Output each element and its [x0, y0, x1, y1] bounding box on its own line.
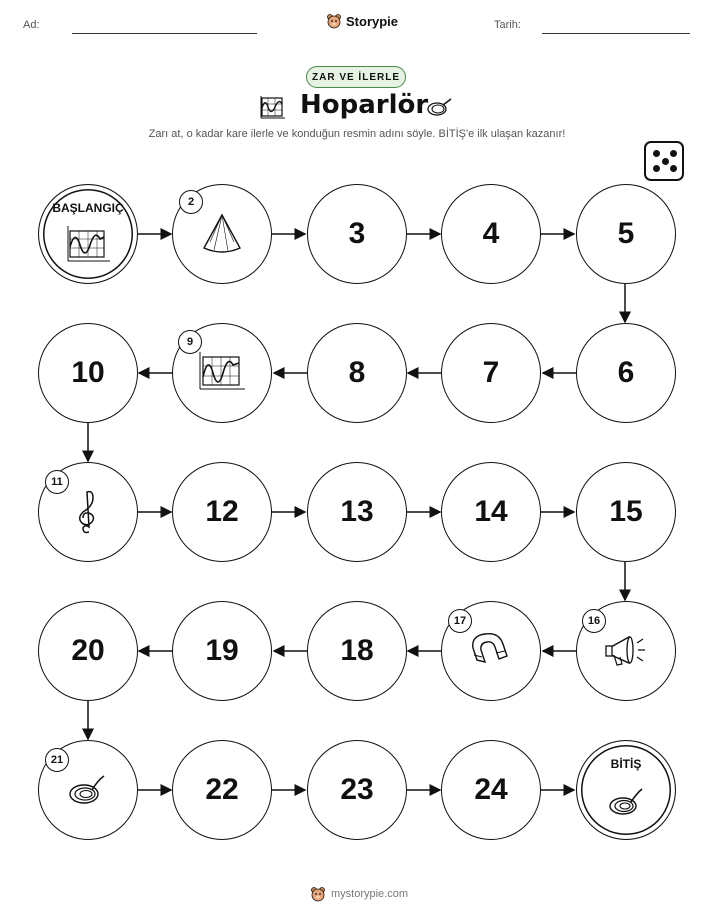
magnet-icon — [469, 630, 513, 672]
board-cell-start[interactable] — [38, 184, 138, 284]
oscilloscope-icon — [197, 351, 247, 395]
board-cell-13[interactable] — [307, 462, 407, 562]
cell-number: 15 — [609, 495, 643, 528]
oscilloscope-icon — [66, 225, 112, 265]
cell-number: 24 — [474, 773, 508, 806]
cell-badge: 21 — [45, 748, 69, 772]
board-cell-3[interactable] — [307, 184, 407, 284]
footer — [310, 886, 408, 902]
board-cell-4[interactable] — [441, 184, 541, 284]
instructions: Zarı at, o kadar kare ilerle ve konduğun resmin adını söyle. BİTİŞ'e ilk ulaşan kazanır! — [148, 128, 566, 140]
cell-badge: 9 — [178, 330, 202, 354]
cell-number: 14 — [474, 495, 508, 528]
cell-number: 22 — [205, 773, 239, 806]
cell-badge: 2 — [179, 190, 203, 214]
cell-number: 6 — [617, 356, 635, 389]
cell-number: 10 — [71, 356, 105, 389]
footer-link[interactable]: mystorypie.com — [331, 888, 409, 900]
finish-label: BİTİŞ — [610, 757, 642, 771]
board-cell-finish[interactable] — [576, 740, 676, 840]
cell-number: 18 — [340, 634, 374, 667]
cell-number: 13 — [340, 495, 374, 528]
bear-icon — [310, 886, 326, 902]
board-cell-15[interactable] — [576, 462, 676, 562]
board-cell-23[interactable] — [307, 740, 407, 840]
wire-coil-icon — [66, 772, 110, 808]
cell-number: 3 — [348, 217, 366, 250]
cell-number: 7 — [482, 356, 500, 389]
board-cell-12[interactable] — [172, 462, 272, 562]
brand-name: Storypie — [346, 13, 399, 29]
page-title: Hoparlör — [300, 90, 429, 120]
cell-badge: 11 — [45, 470, 69, 494]
name-label: Ad: — [23, 19, 40, 31]
wire-coil-icon — [607, 785, 647, 819]
start-label: BAŞLANGIÇ — [52, 201, 124, 215]
cell-number: 8 — [348, 356, 366, 389]
board-cell-10[interactable] — [38, 323, 138, 423]
cell-number: 12 — [205, 495, 239, 528]
treble-clef-icon — [73, 488, 103, 536]
board-cell-24[interactable] — [441, 740, 541, 840]
activity-tag: ZAR VE İLERLE — [306, 66, 406, 88]
cell-number: 5 — [617, 217, 635, 250]
paper-cone-icon — [198, 212, 246, 256]
cell-badge: 16 — [582, 609, 606, 633]
board-cell-6[interactable] — [576, 323, 676, 423]
board-cell-7[interactable] — [441, 323, 541, 423]
board-cell-22[interactable] — [172, 740, 272, 840]
board-cell-14[interactable] — [441, 462, 541, 562]
megaphone-icon — [603, 631, 649, 671]
cell-number: 4 — [482, 217, 500, 250]
cell-number: 19 — [205, 634, 239, 667]
board-cell-19[interactable] — [172, 601, 272, 701]
cell-number: 23 — [340, 773, 374, 806]
cell-number: 20 — [71, 634, 105, 667]
cell-badge: 17 — [448, 609, 472, 633]
date-label: Tarih: — [494, 19, 521, 31]
board-cell-20[interactable] — [38, 601, 138, 701]
board-cell-8[interactable] — [307, 323, 407, 423]
board-cell-18[interactable] — [307, 601, 407, 701]
board-cell-5[interactable] — [576, 184, 676, 284]
